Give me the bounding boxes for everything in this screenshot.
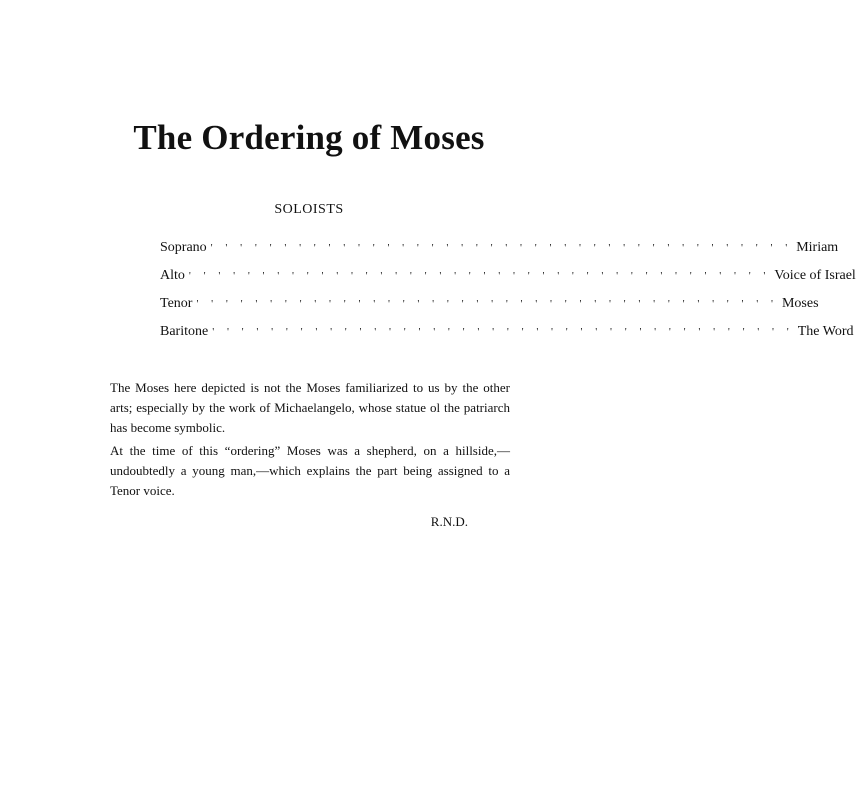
soloist-row-tenor [160,296,819,324]
voice-label: Soprano [160,240,207,255]
soloists-list [160,240,856,352]
role-label: Moses [781,296,819,311]
soloists-heading: SOLOISTS [274,202,344,217]
program-note [110,378,510,504]
voice-label: Tenor [160,296,193,311]
role-label: Miriam [796,240,839,255]
soloist-row-baritone [160,324,854,352]
dot-leader: ' ' ' ' ' ' ' ' ' ' ' ' ' ' ' ' ' ' ' ' ' ' ' ' ' ' ' ' ' ' ' ' ' ' ' ' ' ' ' ' [210,242,793,254]
dot-leader: ' ' ' ' ' ' ' ' ' ' ' ' ' ' ' ' ' ' ' ' ' ' ' ' ' ' ' ' ' ' ' ' ' ' ' ' ' ' ' ' [212,326,794,338]
role-label: Voice of Israel [774,268,856,283]
voice-label: Baritone [160,324,209,339]
note-paragraph: At the time of this “ordering” Moses was a shepherd, on a hillside,— undoubtedly a young man,—which explains the part being assigned to a Tenor voice. [110,443,510,498]
dot-leader: ' ' ' ' ' ' ' ' ' ' ' ' ' ' ' ' ' ' ' ' ' ' ' ' ' ' ' ' ' ' ' ' ' ' ' ' ' ' ' ' [196,298,778,310]
role-label: The Word [797,324,854,339]
soloist-row-soprano [160,240,839,268]
dot-leader: ' ' ' ' ' ' ' ' ' ' ' ' ' ' ' ' ' ' ' ' ' ' ' ' ' ' ' ' ' ' ' ' ' ' ' ' ' ' ' ' [188,270,771,282]
voice-label: Alto [160,268,185,283]
soloist-row-alto [160,268,856,296]
signature-initials: R.N.D. [430,514,468,529]
page-title: The Ordering of Moses [133,118,485,157]
note-paragraph: The Moses here depicted is not the Moses familiarized to us by the other arts; especially by the work of Michaelangelo, whose statue ol the patriarch has become symbolic. [110,380,510,435]
